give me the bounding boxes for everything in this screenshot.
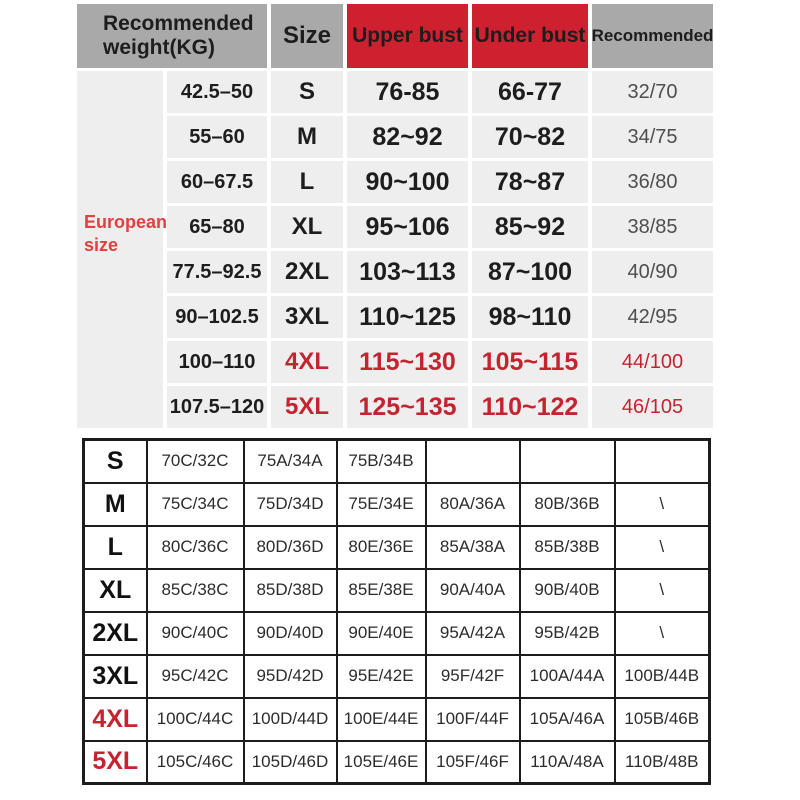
- cup-cell: 90E/40E: [337, 612, 426, 655]
- cup-cell: 95A/42A: [426, 612, 520, 655]
- size-cell: M: [271, 116, 343, 158]
- cup-cell: 90D/40D: [244, 612, 337, 655]
- header-under-bust: Under bust: [472, 4, 588, 68]
- upper-bust-cell: 76-85: [347, 71, 468, 113]
- size-cell: XL: [271, 206, 343, 248]
- cup-cell: [426, 440, 520, 483]
- cup-cell: 95B/42B: [520, 612, 615, 655]
- header-size: Size: [271, 4, 343, 68]
- cup-cell: 100D/44D: [244, 698, 337, 741]
- cup-cell: 100F/44F: [426, 698, 520, 741]
- weight-cell: 107.5–120: [167, 386, 267, 428]
- recommended-cell: 40/90: [592, 251, 713, 293]
- cup-cell: 75E/34E: [337, 483, 426, 526]
- cup-table-row: [84, 698, 710, 741]
- cup-cell: 80E/36E: [337, 526, 426, 569]
- cup-table-row: [84, 483, 710, 526]
- european-size-label: European size: [84, 212, 168, 255]
- size-cell: 3XL: [271, 296, 343, 338]
- cup-table-row: [84, 655, 710, 698]
- under-bust-cell: 110~122: [472, 386, 588, 428]
- upper-bust-cell: 110~125: [347, 296, 468, 338]
- cup-cell: 100E/44E: [337, 698, 426, 741]
- cup-cell: 85D/38D: [244, 569, 337, 612]
- under-bust-cell: 70~82: [472, 116, 588, 158]
- cup-table-row: [84, 440, 710, 483]
- cup-cell: 85A/38A: [426, 526, 520, 569]
- header-recommended: Recommended: [592, 4, 713, 68]
- cup-table-row: [84, 612, 710, 655]
- cup-cell: 100A/44A: [520, 655, 615, 698]
- upper-bust-cell: 125~135: [347, 386, 468, 428]
- cup-cell: \: [615, 526, 710, 569]
- cup-cell: 110A/48A: [520, 741, 615, 784]
- weight-cell: 60–67.5: [167, 161, 267, 203]
- cup-cell: \: [615, 569, 710, 612]
- cup-size-label: XL: [84, 569, 147, 612]
- cup-cell: 90B/40B: [520, 569, 615, 612]
- cup-cell: 70C/32C: [147, 440, 244, 483]
- cup-cell: 95E/42E: [337, 655, 426, 698]
- cup-size-label: 4XL: [84, 698, 147, 741]
- size-cell: 5XL: [271, 386, 343, 428]
- under-bust-cell: 105~115: [472, 341, 588, 383]
- recommended-cell: 36/80: [592, 161, 713, 203]
- cup-cell: 105A/46A: [520, 698, 615, 741]
- cup-cell: 105C/46C: [147, 741, 244, 784]
- weight-cell: 90–102.5: [167, 296, 267, 338]
- cup-table-body: [84, 440, 710, 784]
- weight-cell: 100–110: [167, 341, 267, 383]
- cup-cell: 105D/46D: [244, 741, 337, 784]
- under-bust-cell: 66-77: [472, 71, 588, 113]
- size-cell: S: [271, 71, 343, 113]
- cup-cell: 75A/34A: [244, 440, 337, 483]
- cup-cell: 100C/44C: [147, 698, 244, 741]
- upper-bust-cell: 103~113: [347, 251, 468, 293]
- cup-cell: 95C/42C: [147, 655, 244, 698]
- cup-table-row: [84, 741, 710, 784]
- cup-cell: 85C/38C: [147, 569, 244, 612]
- under-bust-cell: 87~100: [472, 251, 588, 293]
- upper-bust-cell: 82~92: [347, 116, 468, 158]
- cup-size-label: 5XL: [84, 741, 147, 784]
- cup-cell: 105B/46B: [615, 698, 710, 741]
- cup-size-table: [82, 438, 711, 785]
- cup-cell: 80A/36A: [426, 483, 520, 526]
- cup-cell: 90C/40C: [147, 612, 244, 655]
- size-cell: 4XL: [271, 341, 343, 383]
- cup-cell: 75C/34C: [147, 483, 244, 526]
- cup-cell: 95D/42D: [244, 655, 337, 698]
- weight-cell: 42.5–50: [167, 71, 267, 113]
- cup-cell: \: [615, 483, 710, 526]
- cup-cell: 85B/38B: [520, 526, 615, 569]
- upper-bust-cell: 95~106: [347, 206, 468, 248]
- cup-cell: [520, 440, 615, 483]
- recommended-cell: 44/100: [592, 341, 713, 383]
- upper-bust-cell: 115~130: [347, 341, 468, 383]
- cup-cell: [615, 440, 710, 483]
- recommended-cell: 34/75: [592, 116, 713, 158]
- cup-cell: 80B/36B: [520, 483, 615, 526]
- recommended-cell: 32/70: [592, 71, 713, 113]
- under-bust-cell: 85~92: [472, 206, 588, 248]
- cup-cell: 80C/36C: [147, 526, 244, 569]
- cup-size-label: M: [84, 483, 147, 526]
- cup-size-label: L: [84, 526, 147, 569]
- cup-cell: 95F/42F: [426, 655, 520, 698]
- under-bust-cell: 98~110: [472, 296, 588, 338]
- cup-cell: 105F/46F: [426, 741, 520, 784]
- cup-cell: 75B/34B: [337, 440, 426, 483]
- size-cell: L: [271, 161, 343, 203]
- recommended-cell: 38/85: [592, 206, 713, 248]
- cup-size-label: 2XL: [84, 612, 147, 655]
- weight-cell: 65–80: [167, 206, 267, 248]
- header-upper-bust: Upper bust: [347, 4, 468, 68]
- cup-table-row: [84, 569, 710, 612]
- cup-cell: 100B/44B: [615, 655, 710, 698]
- cup-cell: 75D/34D: [244, 483, 337, 526]
- header-recommended-weight: Recommended weight(KG): [77, 4, 267, 68]
- european-size-side-cell: [77, 71, 168, 428]
- cup-cell: 90A/40A: [426, 569, 520, 612]
- cup-size-label: 3XL: [84, 655, 147, 698]
- cup-cell: 105E/46E: [337, 741, 426, 784]
- cup-cell: 110B/48B: [615, 741, 710, 784]
- cup-cell: \: [615, 612, 710, 655]
- recommended-cell: 46/105: [592, 386, 713, 428]
- size-cell: 2XL: [271, 251, 343, 293]
- recommended-cell: 42/95: [592, 296, 713, 338]
- weight-cell: 55–60: [167, 116, 267, 158]
- size-table: [77, 4, 713, 428]
- upper-bust-cell: 90~100: [347, 161, 468, 203]
- cup-size-label: S: [84, 440, 147, 483]
- cup-cell: 80D/36D: [244, 526, 337, 569]
- cup-table-row: [84, 526, 710, 569]
- cup-cell: 85E/38E: [337, 569, 426, 612]
- weight-cell: 77.5–92.5: [167, 251, 267, 293]
- under-bust-cell: 78~87: [472, 161, 588, 203]
